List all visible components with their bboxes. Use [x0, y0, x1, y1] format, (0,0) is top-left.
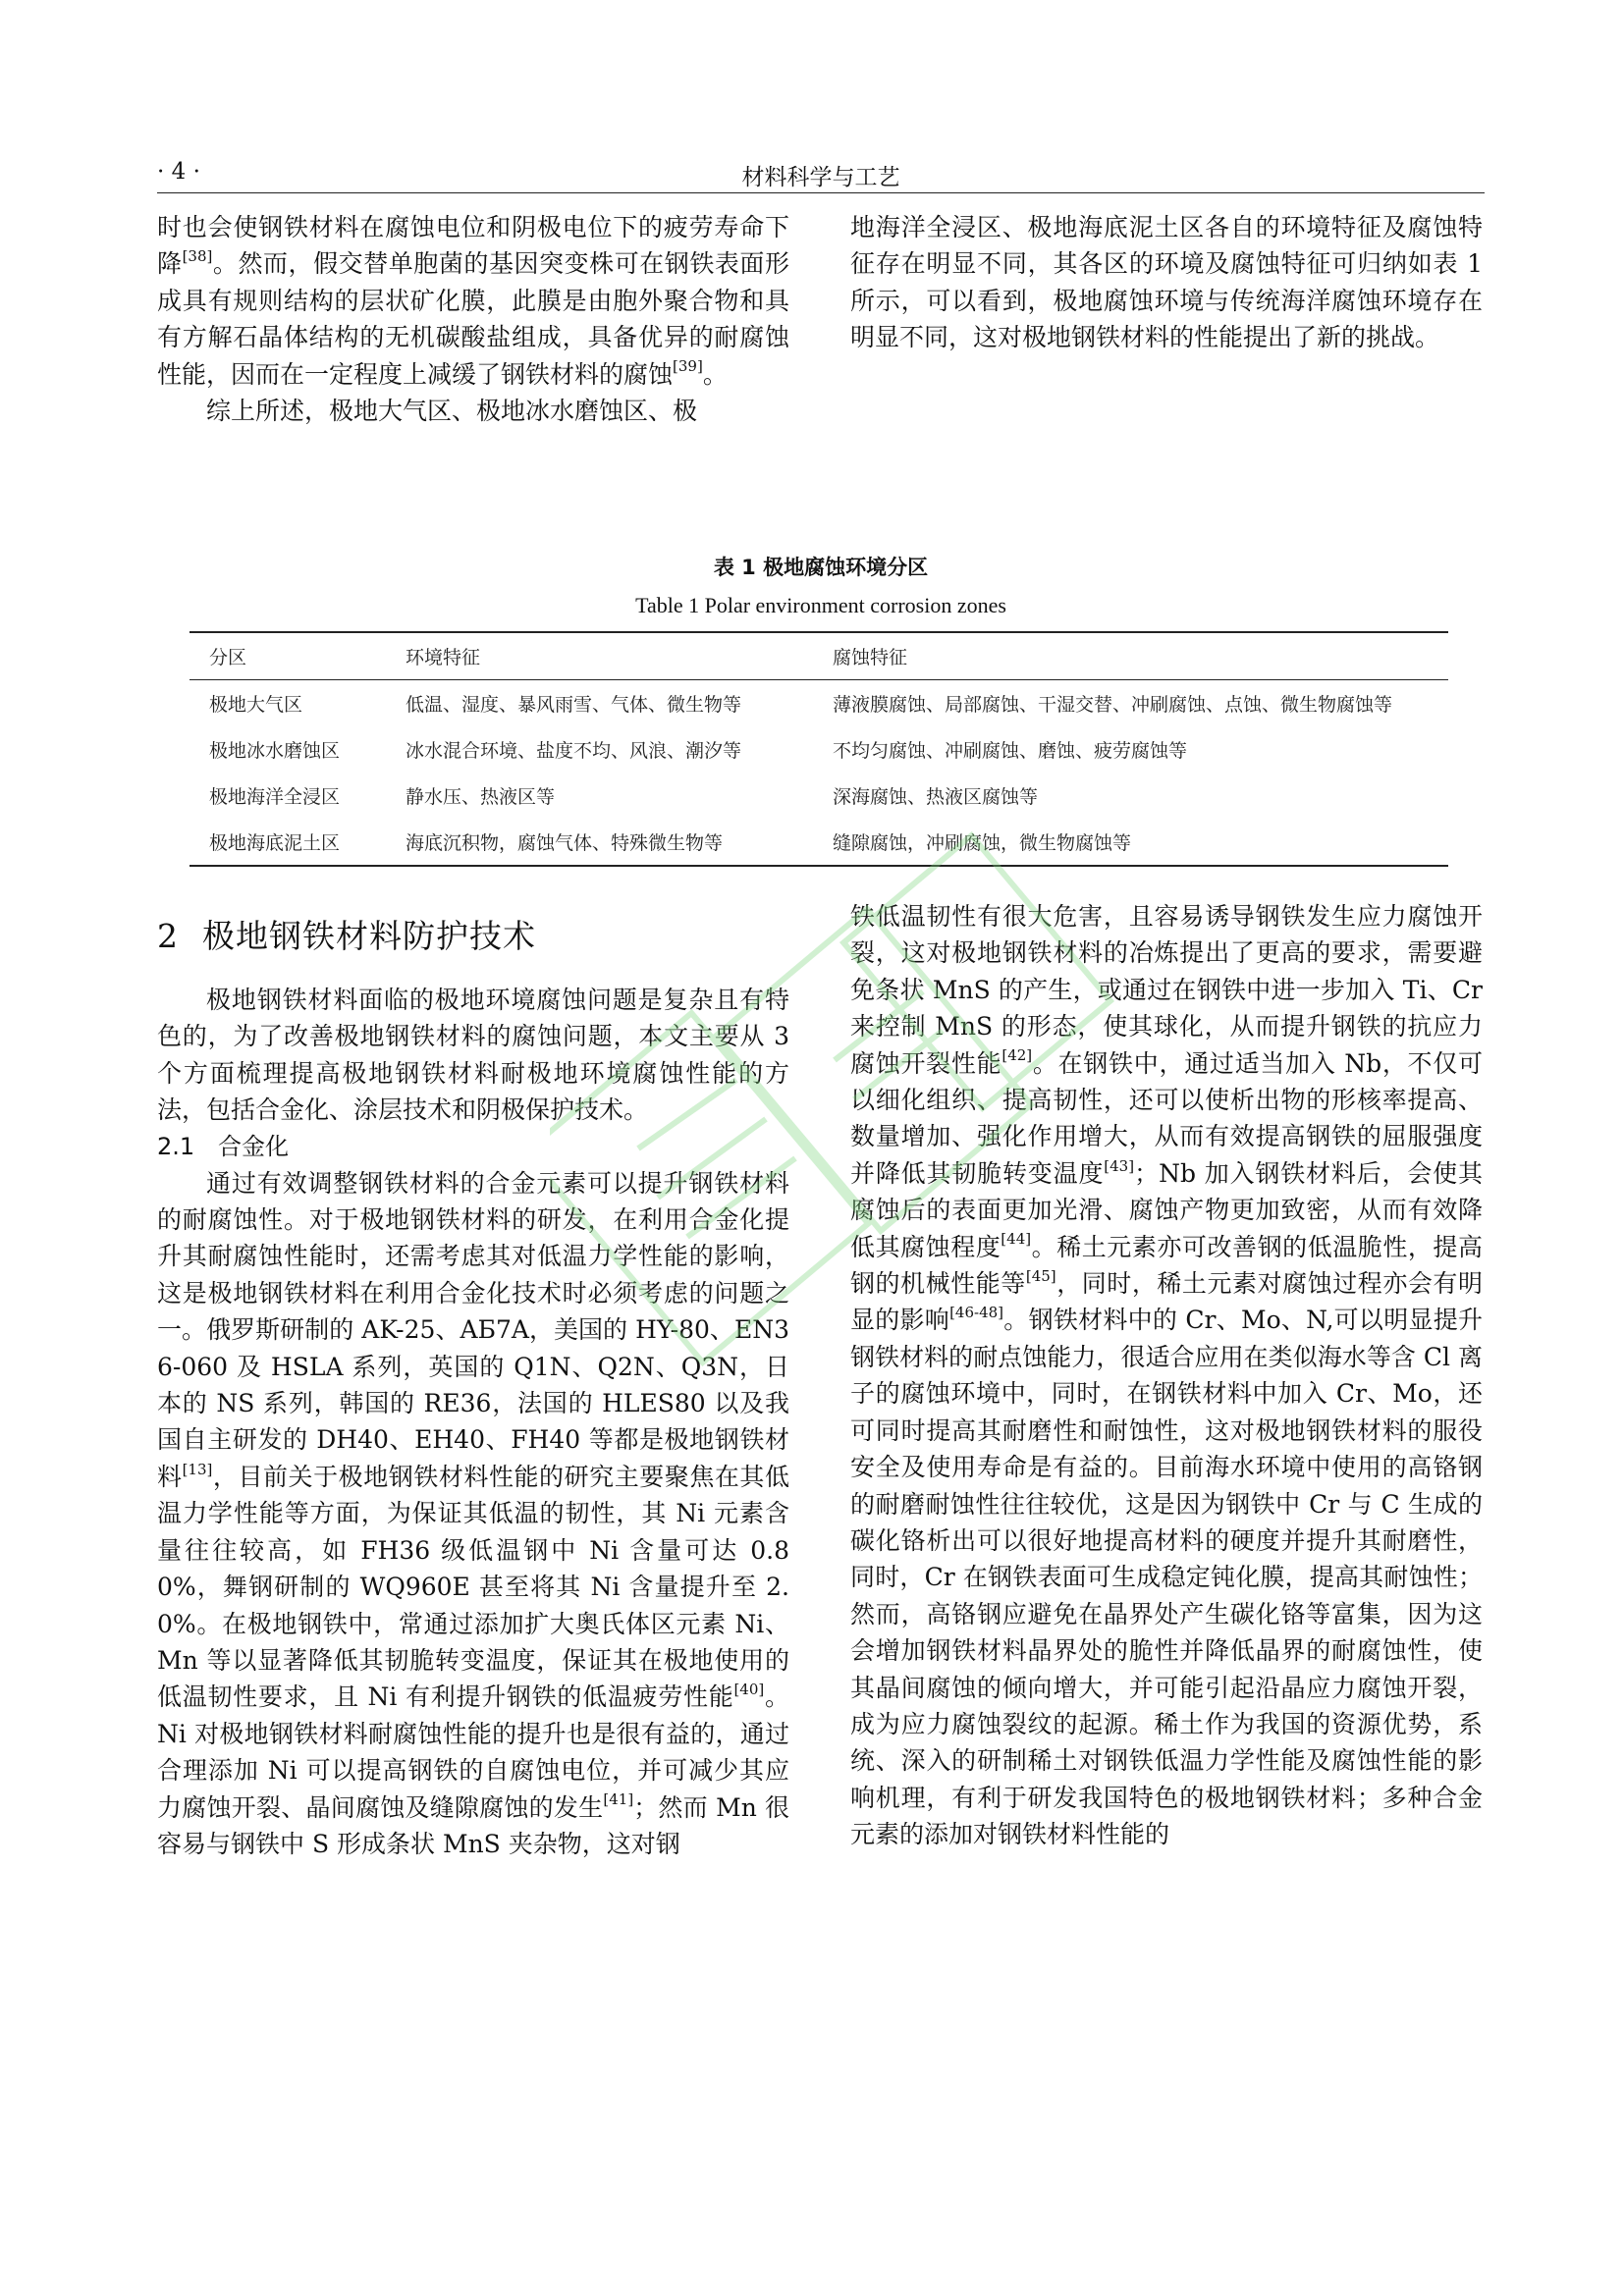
table-cell: 静水压、热液区等 [406, 786, 556, 808]
table-cell: 极地大气区 [209, 694, 303, 716]
citation: [39] [673, 357, 703, 376]
table-cell: 低温、湿度、暴风雨雪、气体、微生物等 [406, 694, 742, 716]
subsection-heading: 2.1 合金化 [157, 1132, 289, 1160]
table-header-row [189, 632, 1448, 680]
corrosion-zones-table [189, 631, 1448, 867]
table-cell: 不均匀腐蚀、冲刷腐蚀、磨蚀、疲劳腐蚀等 [833, 740, 1188, 762]
table-row [189, 726, 1448, 773]
table-header-cell: 环境特征 [386, 632, 813, 680]
section-heading: 2 极地钢铁材料防护技术 [157, 917, 536, 955]
citation: [42] [1001, 1046, 1033, 1065]
citation: [44] [1001, 1230, 1032, 1249]
table-cell: 极地海底泥土区 [189, 819, 386, 866]
table-cell: 缝隙腐蚀，冲刷腐蚀，微生物腐蚀等 [813, 819, 1448, 866]
table-cell: 极地冰水磨蚀区 [209, 740, 341, 762]
table-row [189, 773, 1448, 819]
table-caption-english: Table 1 Polar environment corrosion zones [635, 593, 1006, 617]
paragraph: 综上所述，极地大气区、极地冰水磨蚀区、极 [206, 397, 698, 426]
citation: [41] [603, 1790, 634, 1809]
table-cell: 薄液膜腐蚀、局部腐蚀、干湿交替、冲刷腐蚀、点蚀、微生物腐蚀等 [833, 694, 1393, 716]
page-number: · 4 · [157, 159, 200, 185]
citation: [13] [182, 1460, 213, 1478]
table-cell: 深海腐蚀、热液区腐蚀等 [833, 786, 1039, 808]
paragraph: 通过有效调整钢铁材料的合金元素可以提升钢铁材料的耐腐蚀性。对于极地钢铁材料的研发，在利用合金化提升其耐腐蚀性能时，还需考虑其对低温力学性能的影响，这是极地钢铁材料在利用合金化技术时必须考虑的问题之一。俄罗斯研制的 AK-25、AБ7A，美国的 HY-80、EN36-060 及 HSLA 系列，英国的 Q1N、Q2N、Q3N，日本的 NS 系列，韩国的 RE36，法国的 HLES80 以及我国自主研发的 DH40、EH40、FH40 等都是极地钢铁材料[13]，目前关于极地钢铁材料性能的研究主要聚焦在其低温力学性能等方面，为保证其低温的韧性，其 Ni 元素含量往往较高，如 FH36 级低温钢中 Ni 含量可达 0.80%，舞钢研制的 WQ960E 甚至将其 Ni 含量提升至 2.0%。在极地钢铁中，常通过添加扩大奥氏体区元素 Ni、Mn 等以显著降低其韧脆转变温度，保证其在极地使用的低温韧性要求，且 Ni 有利提升钢铁的低温疲劳性能[40]。Ni 对极地钢铁材料耐腐蚀性能的提升也是很有益的，通过合理添加 Ni 可以提高钢铁的自腐蚀电位，并可减少其应力腐蚀开裂、晶间腐蚀及缝隙腐蚀的发生[41]；然而 Mn 很容易与钢铁中 S 形成条状 MnS 夹杂物，这对钢 [157, 1168, 789, 1858]
table-header-cell: 腐蚀特征 [813, 632, 1448, 680]
table-row [189, 819, 1448, 866]
table-header-cell: 分区 [189, 632, 386, 680]
bottom-right-column [850, 898, 1483, 1853]
paragraph: 极地钢铁材料面临的极地环境腐蚀问题是复杂且有特色的，为了改善极地钢铁材料的腐蚀问题，本文主要从 3 个方面梳理提高极地钢铁材料耐极地环境腐蚀性能的方法，包括合金化、涂层技术和阴极保护技术。 [157, 986, 789, 1125]
citation: [43] [1104, 1156, 1135, 1175]
table-cell: 极地海洋全浸区 [209, 786, 341, 808]
citation: [38] [182, 247, 213, 266]
citation: [40] [733, 1680, 765, 1698]
journal-title: 材料科学与工艺 [741, 165, 900, 190]
table-row [189, 680, 1448, 727]
bottom-left-column [157, 915, 789, 1862]
paragraph: 时也会使钢铁材料在腐蚀电位和阴极电位下的疲劳寿命下降[38]。然而，假交替单胞菌的基因突变株可在钢铁表面形成具有规则结构的层状矿化膜，此膜是由胞外聚合物和具有方解石晶体结构的无机碳酸盐组成，具备优异的耐腐蚀性能，因而在一定程度上减缓了钢铁材料的腐蚀[39]。 [157, 213, 789, 389]
top-right-column [850, 209, 1483, 356]
citation: [45] [1025, 1266, 1056, 1285]
citation: [46-48] [949, 1304, 1004, 1322]
table-caption-chinese: 表 1 极地腐蚀环境分区 [713, 556, 929, 579]
table-cell: 海底沉积物，腐蚀气体、特殊微生物等 [386, 819, 813, 866]
running-header [157, 157, 1485, 193]
table-cell: 冰水混合环境、盐度不均、风浪、潮汐等 [406, 740, 742, 762]
top-left-column [157, 209, 789, 429]
paragraph: 地海洋全浸区、极地海底泥土区各自的环境特征及腐蚀特征存在明显不同，其各区的环境及腐蚀特征可归纳如表 1 所示，可以看到，极地腐蚀环境与传统海洋腐蚀环境存在明显不同，这对极地钢铁材料的性能提出了新的挑战。 [850, 213, 1483, 352]
paragraph: 铁低温韧性有很大危害，且容易诱导钢铁发生应力腐蚀开裂，这对极地钢铁材料的冶炼提出了更高的要求，需要避免条状 MnS 的产生，或通过在钢铁中进一步加入 Ti、Cr 来控制 MnS 的形态，使其球化，从而提升钢铁的抗应力腐蚀开裂性能[42]。在钢铁中，通过适当加入 Nb，不仅可以细化组织、提高韧性，还可以使析出物的形核率提高、数量增加、强化作用增大，从而有效提高钢铁的屈服强度并降低其韧脆转变温度[43]；Nb 加入钢铁材料后，会使其腐蚀后的表面更加光滑、腐蚀产物更加致密，从而有效降低其腐蚀程度[44]。稀土元素亦可改善钢的低温脆性，提高钢的机械性能等[45]，同时，稀土元素对腐蚀过程亦会有明显的影响[46-48]。钢铁材料中的 Cr、Mo、N,可以明显提升钢铁材料的耐点蚀能力，很适合应用在类似海水等含 Cl 离子的腐蚀环境中，同时，在钢铁材料中加入 Cr、Mo，还可同时提高其耐磨性和耐蚀性，这对极地钢铁材料的服役安全及使用寿命是有益的。目前海水环境中使用的高铬钢的耐磨耐蚀性往往较优，这是因为钢铁中 Cr 与 C 生成的碳化铬析出可以很好地提高材料的硬度并提升其耐磨性，同时，Cr 在钢铁表面可生成稳定钝化膜，提高其耐蚀性；然而，高铬钢应避免在晶界处产生碳化铬等富集，因为这会增加钢铁材料晶界处的脆性并降低晶界的耐腐蚀性，使其晶间腐蚀的倾向增大，并可能引起沿晶应力腐蚀开裂，成为应力腐蚀裂纹的起源。稀土作为我国的资源优势，系统、深入的研制稀土对钢铁低温力学性能及腐蚀性能的影响机理，有利于研发我国特色的极地钢铁材料；多种合金元素的添加对钢铁材料性能的 [850, 902, 1483, 1849]
